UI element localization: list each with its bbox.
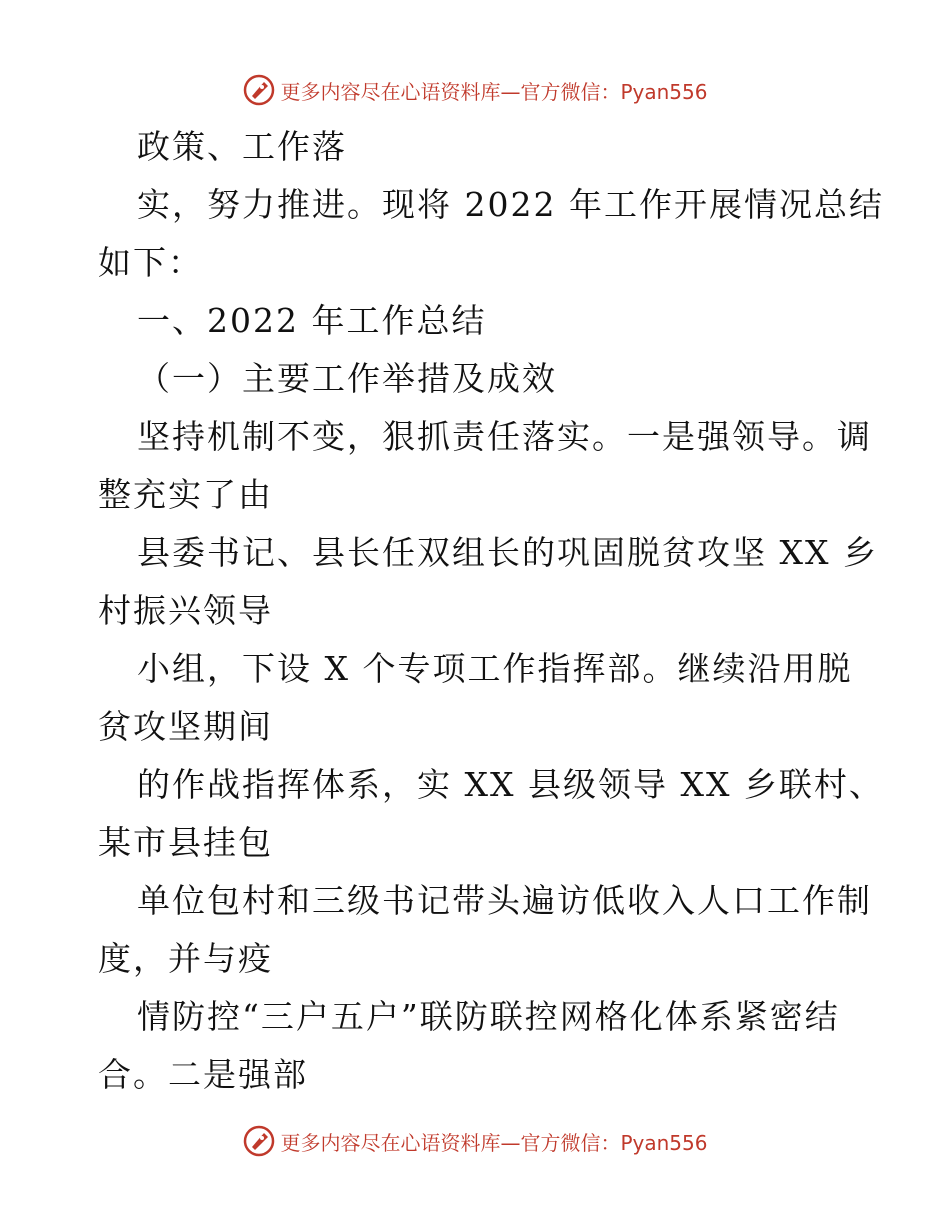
header-watermark-separator: — <box>500 79 521 104</box>
body-line: 度，并与疫 <box>98 939 273 978</box>
body-line: 情防控“三户五户”联防联控网格化体系紧密结 <box>137 997 840 1036</box>
header-watermark-title: 更多内容尽在心语资料库 <box>280 79 501 104</box>
pen-nib-logo-icon <box>242 1124 276 1158</box>
body-line: 合。二是强部 <box>98 1055 308 1094</box>
body-line: 贫攻坚期间 <box>98 707 273 746</box>
subsection-heading: （一）主要工作举措及成效 <box>137 359 557 398</box>
header-watermark-contact: 官方微信：Pyan556 <box>520 79 708 104</box>
body-line: 坚持机制不变，狠抓责任落实。一是强领导。调 <box>137 417 872 456</box>
body-line: 村振兴领导 <box>98 591 273 630</box>
body-line: 的作战指挥体系，实 XX 县级领导 XX 乡联村、 <box>137 765 884 804</box>
body-line: 县委书记、县长任双组长的巩固脱贫攻坚 XX 乡 <box>137 533 878 572</box>
pen-nib-logo-icon <box>242 73 276 107</box>
body-line: 某市县挂包 <box>98 823 273 862</box>
footer-watermark-contact: 官方微信：Pyan556 <box>520 1130 708 1155</box>
footer-watermark-title: 更多内容尽在心语资料库 <box>280 1130 501 1155</box>
body-line: 政策、工作落 <box>137 127 347 166</box>
body-line: 实，努力推进。现将 2022 年工作开展情况总结 <box>137 185 884 224</box>
footer-watermark <box>0 1121 950 1161</box>
body-line: 单位包村和三级书记带头遍访低收入人口工作制 <box>137 881 872 920</box>
header-watermark <box>0 70 950 110</box>
footer-watermark-text <box>280 1127 707 1156</box>
header-watermark-text <box>280 76 707 105</box>
body-line: 如下： <box>98 243 203 282</box>
body-line: 整充实了由 <box>98 475 273 514</box>
section-heading: 一、2022 年工作总结 <box>137 301 487 340</box>
footer-watermark-separator: — <box>500 1130 521 1155</box>
body-line: 小组，下设 X 个专项工作指挥部。继续沿用脱 <box>137 649 853 688</box>
